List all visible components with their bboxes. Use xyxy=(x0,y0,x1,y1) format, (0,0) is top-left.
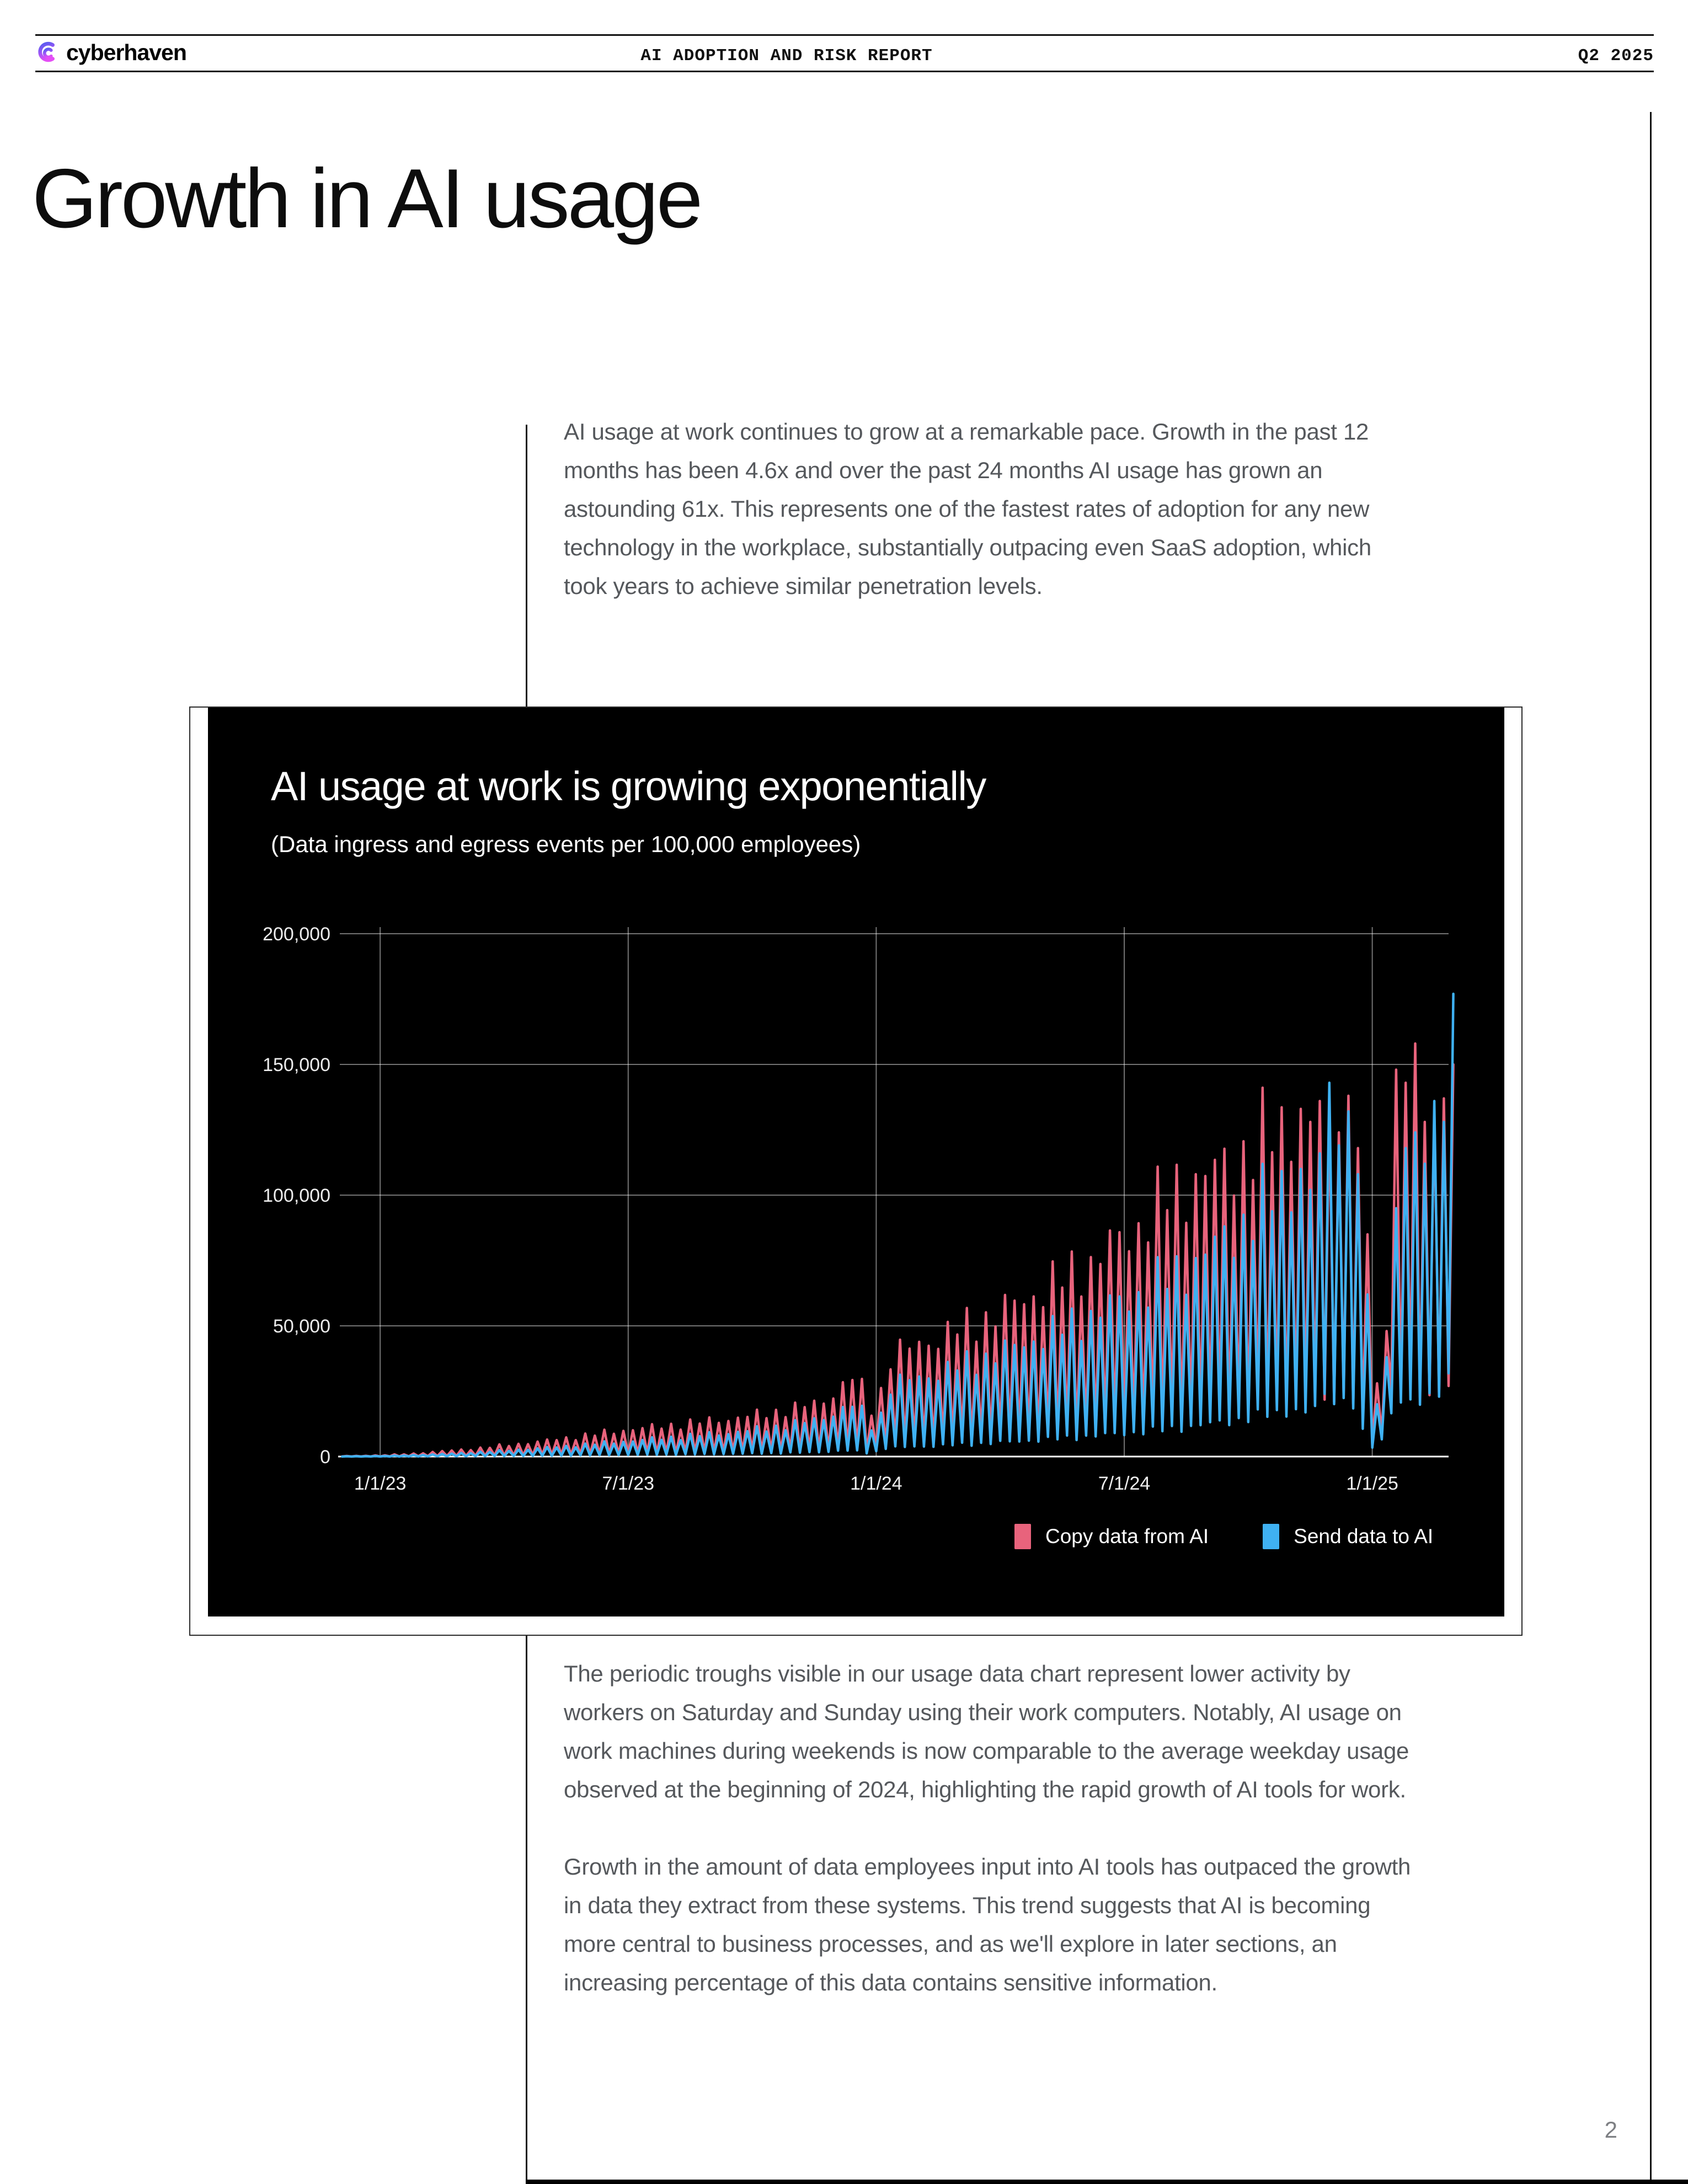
report-issue: Q2 2025 xyxy=(1578,46,1654,66)
column-rule-right xyxy=(1650,112,1652,2184)
copy-data-swatch-icon xyxy=(1014,1524,1031,1549)
header-top-rule xyxy=(35,34,1654,36)
body-section xyxy=(564,1655,1424,2002)
report-title: AI ADOPTION AND RISK REPORT xyxy=(640,46,933,66)
svg-text:150,000: 150,000 xyxy=(263,1054,330,1075)
intro-section xyxy=(564,413,1416,606)
svg-text:1/1/24: 1/1/24 xyxy=(850,1473,902,1494)
svg-text:200,000: 200,000 xyxy=(263,924,330,945)
svg-text:0: 0 xyxy=(320,1447,330,1468)
legend-item-copy xyxy=(1014,1524,1209,1549)
chart-legend xyxy=(1014,1524,1433,1549)
legend-label: Copy data from AI xyxy=(1045,1525,1209,1548)
footer-bar xyxy=(526,2180,1688,2184)
legend-item-send xyxy=(1263,1524,1433,1549)
cyberhaven-logo-icon xyxy=(35,40,61,66)
brand-name: cyberhaven xyxy=(66,40,186,65)
header-bottom-rule xyxy=(35,71,1654,72)
body-paragraph-weekends: The periodic troughs visible in our usage data chart represent lower activity by workers on Saturday and Sunday using their work computers. Notably, AI usage on work machines during weekends is now comparable to the average weekday usage observed at the beginning of 2024, highlighting the rapid growth of AI tools for work. xyxy=(564,1661,1409,1802)
chart-plot xyxy=(208,708,1504,1616)
svg-text:7/1/23: 7/1/23 xyxy=(602,1473,655,1494)
brand-logo xyxy=(35,40,186,66)
svg-text:50,000: 50,000 xyxy=(273,1316,330,1337)
chart-subtitle: (Data ingress and egress events per 100,000 employees) xyxy=(271,831,861,857)
svg-text:7/1/24: 7/1/24 xyxy=(1098,1473,1151,1494)
svg-text:100,000: 100,000 xyxy=(263,1185,330,1206)
svg-text:1/1/23: 1/1/23 xyxy=(354,1473,407,1494)
page-title: Growth in AI usage xyxy=(32,152,701,245)
intro-paragraph: AI usage at work continues to grow at a remarkable pace. Growth in the past 12 months has been 4.6x and over the past 24 months AI usage has grown an astounding 61x. This represents one of the fastest rates of adoption for any new technology in the workplace, substantially outpacing even SaaS adoption, which took years to achieve similar penetration levels. xyxy=(564,419,1371,599)
chart-figure xyxy=(189,706,1523,1636)
chart-panel xyxy=(208,708,1504,1616)
legend-label: Send data to AI xyxy=(1294,1525,1434,1548)
svg-text:1/1/25: 1/1/25 xyxy=(1346,1473,1398,1494)
page-number: 2 xyxy=(1604,2117,1617,2143)
send-data-swatch-icon xyxy=(1263,1524,1279,1549)
body-paragraph-growth: Growth in the amount of data employees input into AI tools has outpaced the growth in data they extract from these systems. This trend suggests that AI is becoming more central to business processes, and as we'll explore in later sections, an increasing percentage of this data contains sensitive information. xyxy=(564,1854,1411,1995)
chart-title: AI usage at work is growing exponentially xyxy=(271,763,986,809)
